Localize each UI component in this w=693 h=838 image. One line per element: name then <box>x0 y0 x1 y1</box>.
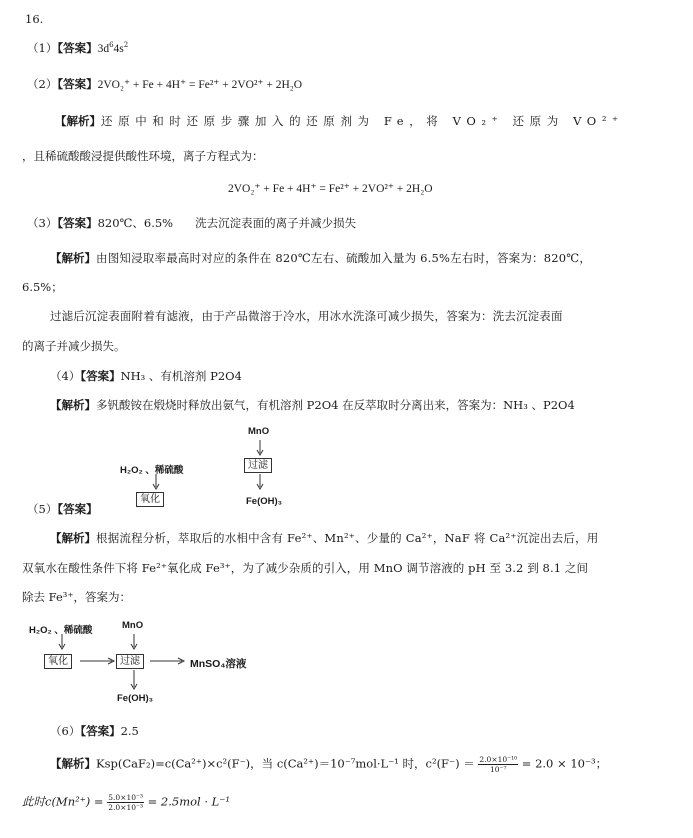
flow2-arrow-down-icon <box>129 670 139 692</box>
question-number: 16. <box>25 12 44 26</box>
flow1-oxidize-box: 氧化 <box>136 492 164 507</box>
flow2-filter-box: 过滤 <box>116 654 144 669</box>
part-6-analysis: 【解析】Ksp(CaF₂)=c(Ca²⁺)×c²(F⁻)，当 c(Ca²⁺)＝10⁻⁷mol·L⁻¹ 时，c²(F⁻) ＝ $\frac{\text{2.0×10⁻¹⁰}}{\text{10⁻⁷}}$ = 2.0 × 10⁻³； <box>50 755 608 774</box>
flow2-oxidize-box: 氧化 <box>44 654 72 669</box>
fraction: $\frac{\text{2.0×10⁻¹⁰}}{\text{10⁻⁷}}$ <box>479 755 518 774</box>
flow2-product-label: MnSO₄溶液 <box>190 658 247 670</box>
flow2-reagent-label: H₂O₂ 、稀硫酸 <box>29 625 93 636</box>
flow1-arrow-down-icon <box>151 474 161 492</box>
part-5-analysis-line1: 【解析】根据流程分析，萃取后的水相中含有 Fe²⁺、Mn²⁺、少量的 Ca²⁺，NaF 将 Ca²⁺沉淀出去后，用 <box>50 531 599 545</box>
part-2-analysis-line2: ，且稀硫酸酸浸提供酸性环境，离子方程式为： <box>22 149 264 163</box>
part-5-analysis-line2: 双氧水在酸性条件下将 Fe²⁺氧化成 Fe³⁺，为了减少杂质的引入，用 MnO 调节溶液的 pH 至 3.2 到 8.1 之间 <box>22 561 589 575</box>
flow1-mno-label: MnO <box>248 426 270 437</box>
flow1-product-label: Fe(OH)₃ <box>246 496 283 507</box>
part-3-analysis-line1: 【解析】由图知浸取率最高时对应的条件在 820℃左右、硫酸加入量为 6.5%左右时，答案为：820℃， <box>50 251 592 265</box>
flow2-arrow-right-icon <box>80 655 116 667</box>
flow1-filter-box: 过滤 <box>244 458 272 473</box>
part-5-analysis-line3: 除去 Fe³⁺，答案为： <box>22 590 131 604</box>
flow1-reagent-label: H₂O₂ 、稀硫酸 <box>120 465 184 476</box>
part-2-equation: 2VO₂⁺ + Fe + 4H⁺ = Fe²⁺ + 2VO²⁺ + 2H₂O <box>228 183 433 195</box>
flow2-precip-label: Fe(OH)₃ <box>117 693 154 704</box>
part-6-final: 此时c(Mn²⁺) = $\frac{\text{5.0×10⁻³}}{\text{2.0×10⁻³}}$ = 2.5mol · L⁻¹ <box>22 793 230 812</box>
flow2-mno-label: MnO <box>122 620 144 631</box>
part-3-analysis-line3: 过滤后沉淀表面附着有滤液，由于产品微溶于冷水，用冰水洗涤可减少损失，答案为：洗去沉淀表面 <box>50 309 563 323</box>
flow2-arrow-down-icon <box>57 634 67 652</box>
part-4-analysis: 【解析】多钒酸铵在煅烧时释放出氨气，有机溶剂 P2O4 在反萃取时分离出来，答案为：NH₃ 、P2O4 <box>50 398 575 412</box>
part-3-answer: （3）【答案】820℃、6.5% 洗去沉淀表面的离子并减少损失 <box>27 216 357 230</box>
part-6-answer: （6）【答案】2.5 <box>50 724 139 738</box>
flow2-arrow-down-icon <box>129 634 139 652</box>
flow2-arrow-right-icon <box>150 655 186 667</box>
part-3-analysis-line4: 的离子并减少损失。 <box>22 339 126 353</box>
part-2-answer: （2）【答案】2VO₂⁺ + Fe + 4H⁺ = Fe²⁺ + 2VO²⁺ + 2H₂O <box>27 77 303 91</box>
part-5-answer: （5）【答案】 <box>27 502 98 516</box>
part-3-analysis-line2: 6.5%； <box>22 280 63 294</box>
fraction: $\frac{\text{5.0×10⁻³}}{\text{2.0×10⁻³}}$ <box>108 793 143 812</box>
flow1-arrow-down-icon <box>255 440 265 458</box>
part-1-answer: （1）【答案】$3d^64s^2$ <box>27 41 129 55</box>
flow1-arrow-down-icon <box>255 474 265 492</box>
part-2-analysis-line1: 【解析】还原中和时还原步骤加入的还原剂为 Fe，将 VO₂⁺ 还原为 VO²⁺ <box>55 114 624 128</box>
part-4-answer: （4）【答案】NH₃ 、有机溶剂 P2O4 <box>50 369 242 383</box>
